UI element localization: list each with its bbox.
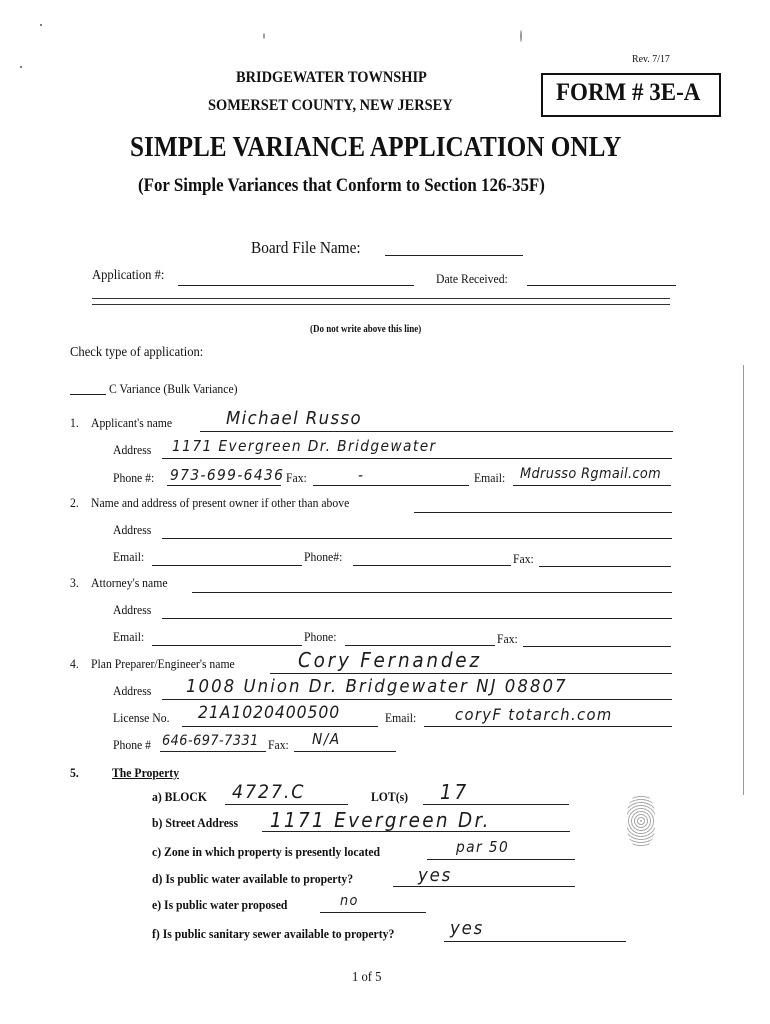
- item-number: 5.: [70, 765, 79, 780]
- attorney-address-label: Address: [113, 602, 152, 617]
- attorney-phone-label: Phone:: [304, 629, 337, 644]
- block-value: 4727.C: [232, 781, 306, 803]
- engineer-license-value: 21A1020400500: [198, 703, 341, 723]
- owner-email-field[interactable]: [152, 565, 302, 566]
- attorney-email-field[interactable]: [152, 645, 302, 646]
- applicant-address-value: 1171 Evergreen Dr. Bridgewater: [172, 437, 437, 455]
- engineer-name-field[interactable]: [270, 673, 672, 674]
- public-water-field[interactable]: [393, 886, 575, 887]
- block-label: a) BLOCK: [152, 789, 207, 804]
- applicant-email-field[interactable]: [513, 485, 671, 486]
- owner-label: Name and address of present owner if other than above: [91, 495, 350, 510]
- attorney-phone-field[interactable]: [345, 645, 495, 646]
- engineer-license-label: License No.: [113, 710, 170, 725]
- zone-value: par 50: [456, 838, 510, 856]
- applicant-phone-label: Phone #:: [113, 470, 155, 485]
- scan-speck: [40, 24, 42, 26]
- engineer-address-field[interactable]: [162, 699, 672, 700]
- public-water-proposed-label: e) Is public water proposed: [152, 897, 288, 912]
- engineer-name-label: Plan Preparer/Engineer's name: [91, 656, 235, 671]
- revision-label: Rev. 7/17: [632, 53, 670, 65]
- board-file-name-line: [385, 255, 523, 256]
- attorney-email-label: Email:: [113, 629, 145, 644]
- item-number: 1.: [70, 415, 79, 430]
- engineer-email-label: Email:: [385, 710, 417, 725]
- applicant-address-field[interactable]: [162, 458, 672, 459]
- lots-value: 17: [440, 780, 469, 804]
- owner-fax-label: Fax:: [513, 551, 534, 566]
- public-water-label: d) Is public water available to property?: [152, 871, 354, 886]
- block-field[interactable]: [225, 804, 348, 805]
- zone-label: c) Zone in which property is presently located: [152, 844, 381, 859]
- engineer-address-value: 1008 Union Dr. Bridgewater NJ 08807: [186, 676, 568, 697]
- item-number: 3.: [70, 575, 79, 590]
- scan-speck: [263, 33, 265, 39]
- public-water-value: yes: [418, 865, 453, 886]
- item-number: 2.: [70, 495, 79, 510]
- attorney-field[interactable]: [192, 592, 672, 593]
- applicant-address-label: Address: [113, 442, 152, 457]
- office-divider: [92, 298, 670, 305]
- zone-field[interactable]: [427, 859, 575, 860]
- engineer-address-label: Address: [113, 683, 152, 698]
- check-type-label: Check type of application:: [70, 345, 204, 360]
- applicant-fax-field[interactable]: [313, 485, 469, 486]
- engineer-fax-label: Fax:: [268, 737, 289, 752]
- property-heading: The Property: [112, 765, 180, 780]
- attorney-address-field[interactable]: [162, 618, 672, 619]
- attorney-label: Attorney's name: [91, 575, 168, 590]
- owner-address-field[interactable]: [162, 538, 672, 539]
- page-subtitle: (For Simple Variances that Conform to Section 126-35F): [138, 175, 545, 196]
- public-sewer-value: yes: [450, 918, 485, 939]
- owner-fax-field[interactable]: [539, 566, 671, 567]
- engineer-phone-value: 646-697-7331: [162, 733, 259, 749]
- street-address-label: b) Street Address: [152, 815, 239, 830]
- county-name: SOMERSET COUNTY, NEW JERSEY: [208, 97, 453, 114]
- applicant-email-value: Mdrusso Rgmail.com: [520, 466, 662, 482]
- engineer-email-field[interactable]: [424, 726, 672, 727]
- application-no-line: [178, 285, 414, 286]
- applicant-fax-value: -: [358, 466, 365, 484]
- applicant-fax-label: Fax:: [286, 470, 307, 485]
- engineer-fax-value: N/A: [312, 730, 341, 748]
- applicant-name-value: Michael Russo: [226, 408, 363, 429]
- street-address-value: 1171 Evergreen Dr.: [270, 808, 491, 832]
- c-variance-option: C Variance (Bulk Variance): [109, 381, 238, 396]
- engineer-license-field[interactable]: [182, 726, 378, 727]
- owner-phone-label: Phone#:: [304, 549, 343, 564]
- application-no-label: Application #:: [92, 268, 165, 283]
- stamp-smudge: [627, 795, 655, 847]
- lots-label: LOT(s): [371, 789, 409, 804]
- owner-field[interactable]: [414, 512, 672, 513]
- public-water-proposed-field[interactable]: [320, 912, 426, 913]
- lots-field[interactable]: [423, 804, 569, 805]
- page-title: SIMPLE VARIANCE APPLICATION ONLY: [130, 132, 622, 163]
- applicant-phone-value: 973-699-6436: [170, 466, 285, 484]
- board-file-name-label: Board File Name:: [251, 238, 361, 257]
- engineer-phone-field[interactable]: [160, 751, 266, 752]
- attorney-fax-label: Fax:: [497, 631, 518, 646]
- applicant-email-label: Email:: [474, 470, 506, 485]
- applicant-phone-field[interactable]: [167, 485, 281, 486]
- scan-speck: [520, 30, 522, 42]
- owner-address-label: Address: [113, 522, 152, 537]
- public-sewer-label: f) Is public sanitary sewer available to property?: [152, 926, 395, 941]
- item-number: 4.: [70, 656, 79, 671]
- date-received-label: Date Received:: [436, 271, 508, 286]
- engineer-name-value: Cory Fernandez: [298, 648, 482, 672]
- office-note: (Do not write above this line): [310, 324, 422, 335]
- township-name: BRIDGEWATER TOWNSHIP: [236, 69, 427, 86]
- engineer-phone-label: Phone #: [113, 737, 152, 752]
- scan-speck: [20, 66, 22, 68]
- applicant-name-label: Applicant's name: [91, 415, 173, 430]
- public-water-proposed-value: no: [340, 893, 359, 909]
- engineer-fax-field[interactable]: [294, 751, 396, 752]
- owner-phone-field[interactable]: [353, 565, 511, 566]
- owner-email-label: Email:: [113, 549, 145, 564]
- applicant-name-field[interactable]: [200, 431, 673, 432]
- public-sewer-field[interactable]: [444, 941, 626, 942]
- scan-edge-line: [743, 365, 744, 795]
- c-variance-checkline[interactable]: [70, 394, 106, 395]
- form-number: FORM # 3E-A: [556, 79, 701, 106]
- page-number: 1 of 5: [352, 970, 382, 985]
- attorney-fax-field[interactable]: [523, 646, 671, 647]
- date-received-line: [527, 285, 676, 286]
- engineer-email-value: coryF totarch.com: [455, 705, 613, 724]
